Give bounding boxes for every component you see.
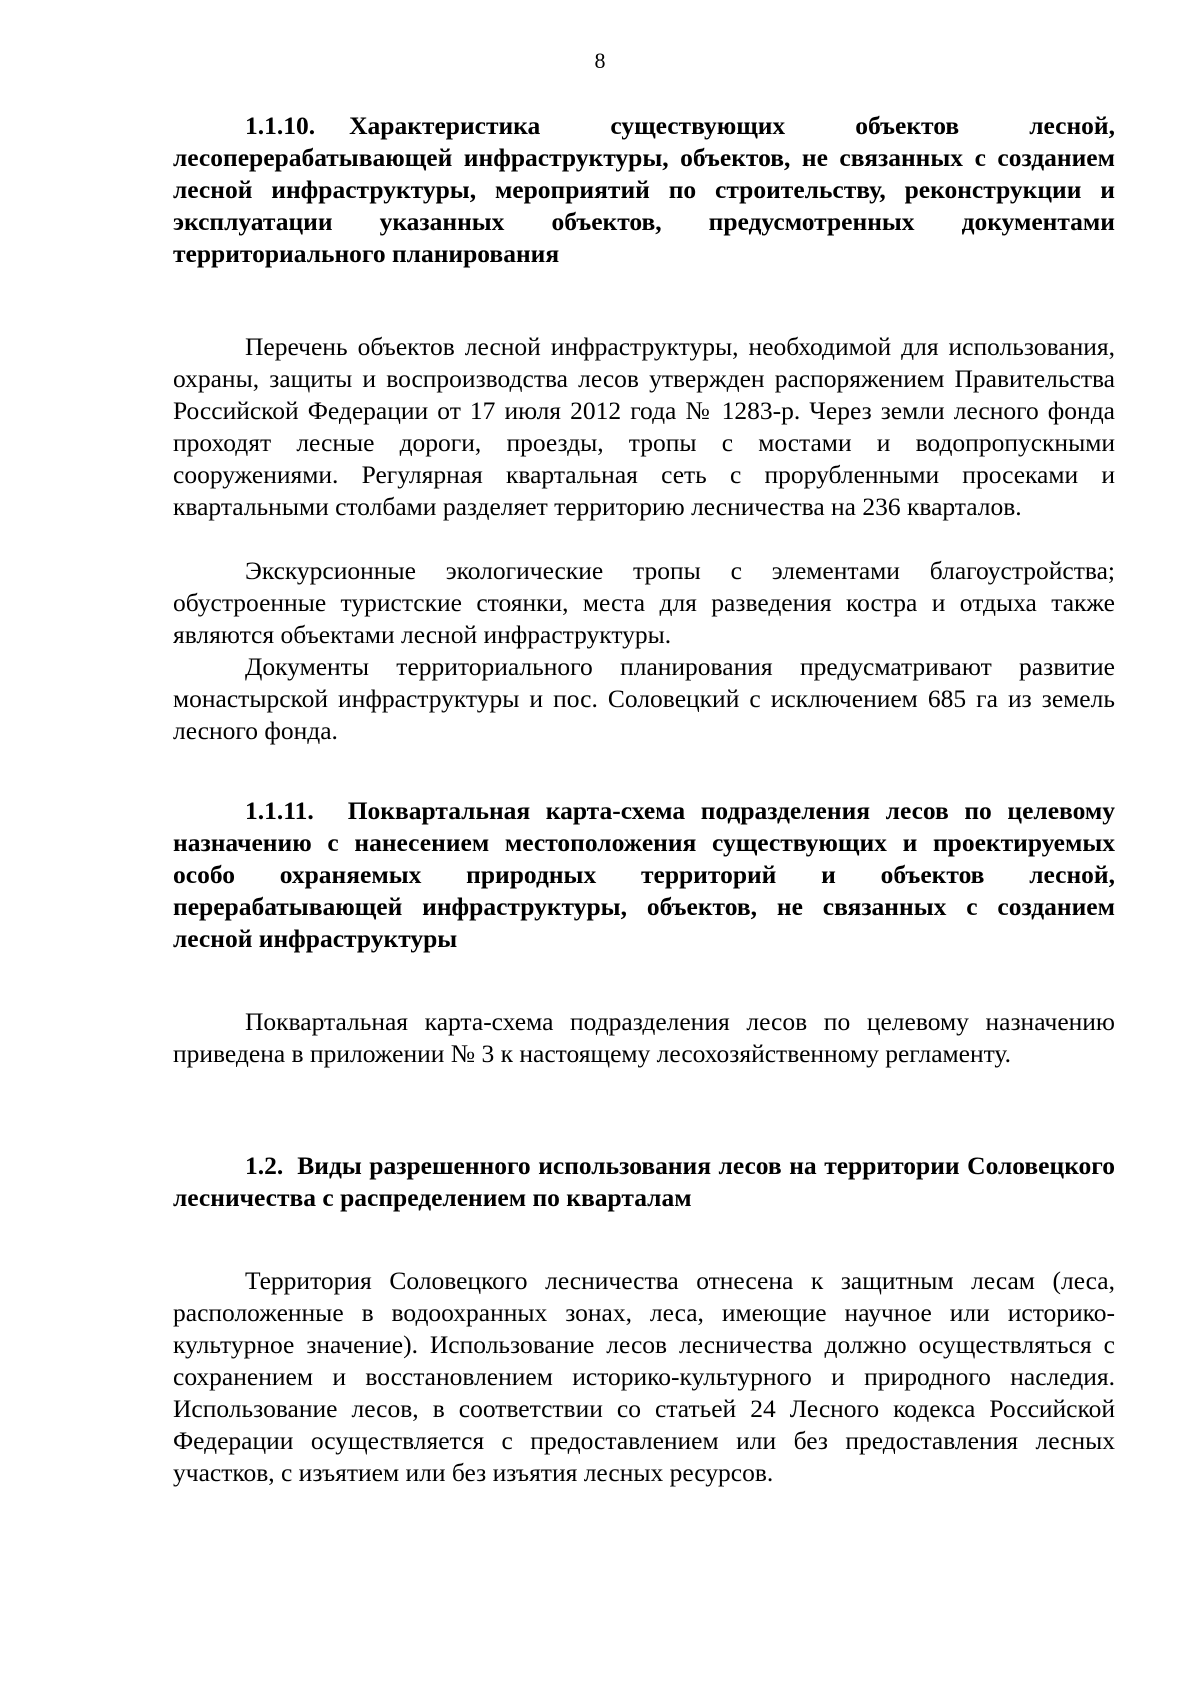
paragraph: Экскурсионные экологические тропы с элементами благоустройства; обустроенные туристские стоянки, места для разведения костра и отдыха также являются объектами лесной инфраструктуры. [173, 556, 1115, 649]
page-number: 8 [594, 48, 606, 73]
paragraph: Территория Соловецкого лесничества отнесена к защитным лесам (леса, расположенные в водоохранных зонах, леса, имеющие научное или историко-культурное значение). Использование лесов лесничества должно осуществляться с сохранением и восстановлением историко-культурного и природного наследия. Использование лесов, в соответствии со статьей 24 Лесного кодекса Российской Федерации осуществляется с предоставлением или без предоставления лесных участков, с изъятием или без изъятия лесных ресурсов. [173, 1266, 1115, 1487]
section-title: Поквартальная карта-схема подразделения лесов по целевому назначению с нанесением местоположения существующих и проектируемых особо охраняемых природных территорий и объектов лесной, перерабатывающей инфраструктуры, объектов, не связанных с созданием лесной инфраструктуры [173, 796, 1115, 953]
section-number: 1.1.11. [245, 796, 314, 825]
paragraph: Документы территориального планирования предусматривают развитие монастырской инфраструктуры и пос. Соловецкий с исключением 685 га из земель лесного фонда. [173, 652, 1115, 745]
paragraph: Поквартальная карта-схема подразделения лесов по целевому назначению приведена в приложении № 3 к настоящему лесохозяйственному регламенту. [173, 1007, 1115, 1068]
section-heading-1-1-10 [173, 110, 1115, 270]
section-title: Характеристика существующих объектов лесной, лесоперерабатывающей инфраструктуры, объектов, не связанных с созданием лесной инфраструктуры, мероприятий по строительству, реконструкции и эксплуатации указанных объектов, предусмотренных документами территориального планирования [173, 111, 1115, 268]
section-title: Виды разрешенного использования лесов на территории Соловецкого лесничества с распределением по кварталам [173, 1151, 1115, 1212]
section-heading-1-1-11 [173, 795, 1115, 955]
section-heading-1-2 [173, 1150, 1115, 1214]
section-number: 1.2. [245, 1151, 284, 1180]
section-number: 1.1.10. [245, 111, 316, 140]
paragraph: Перечень объектов лесной инфраструктуры, необходимой для использования, охраны, защиты и воспроизводства лесов утвержден распоряжением Правительства Российской Федерации от 17 июля 2012 года № 1283-р. Через земли лесного фонда проходят лесные дороги, проезды, тропы с мостами и водопропускными сооружениями. Регулярная квартальная сеть с прорубленными просеками и квартальными столбами разделяет территорию лесничества на 236 кварталов. [173, 332, 1115, 521]
